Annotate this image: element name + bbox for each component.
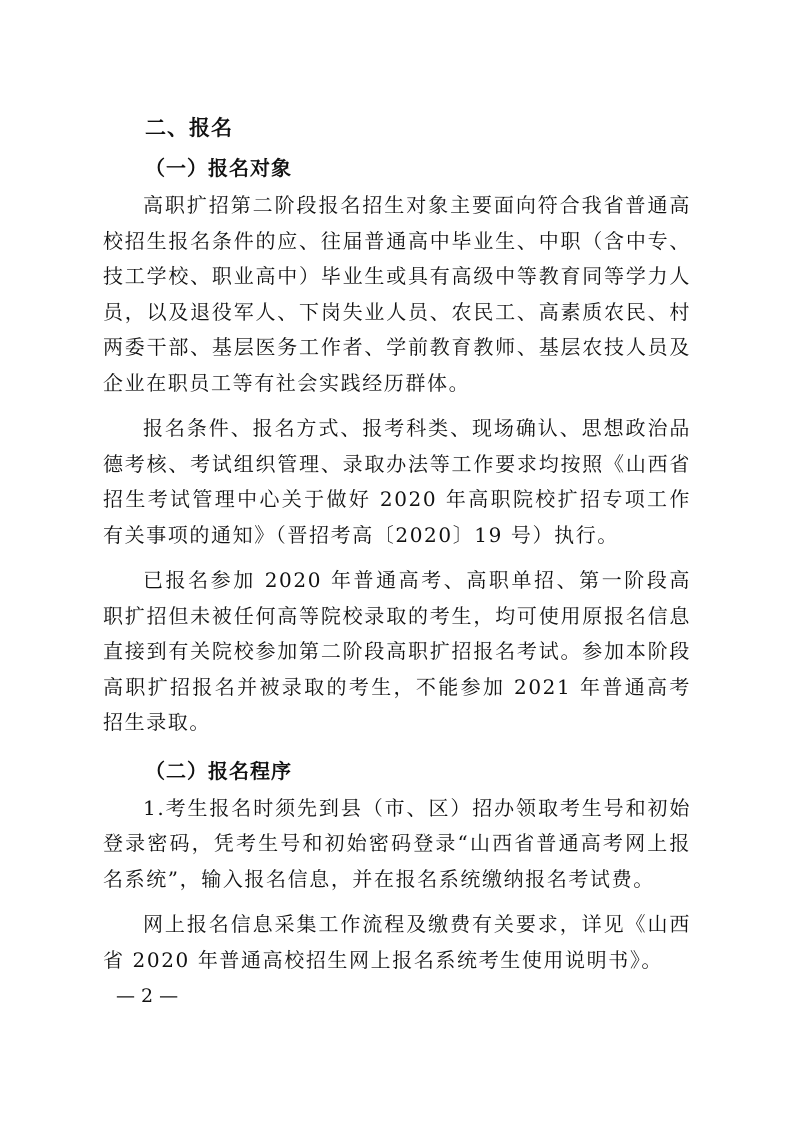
- paragraph-online-info: 网上报名信息采集工作流程及缴费有关要求，详见《山西省 2020 年普通高校招生网上报名系统考生使用说明书》。: [103, 912, 691, 972]
- subsection-heading-procedure: （二）报名程序: [145, 758, 292, 783]
- paragraph-requirements: 报名条件、报名方式、报考科类、现场确认、思想政治品德考核、考试组织管理、录取办法等工作要求均按照《山西省招生考试管理中心关于做好 2020 年高职院校扩招专项工作有关事项的通知》（晋招考高〔2020〕19 号）执行。: [103, 416, 691, 547]
- paragraph-procedure-step-1: 1.考生报名时须先到县（市、区）招办领取考生号和初始登录密码，凭考生号和初始密码登录“山西省普通高考网上报名系统”，输入报名信息，并在报名系统缴纳报名考试费。: [103, 795, 691, 891]
- document-body: [103, 108, 691, 978]
- page-number: — 2 —: [116, 985, 179, 1007]
- paragraph-eligibility: 高职扩招第二阶段报名招生对象主要面向符合我省普通高校招生报名条件的应、往届普通高中毕业生、中职（含中专、技工学校、职业高中）毕业生或具有高级中等教育同等学力人员，以及退役军人、下岗失业人员、农民工、高素质农民、村两委干部、基层医务工作者、学前教育教师、基层农技人员及企业在职员工等有社会实践经历群体。: [103, 193, 691, 395]
- section-heading: 二、报名: [145, 115, 233, 140]
- paragraph-prior-applicants: 已报名参加 2020 年普通高考、高职单招、第一阶段高职扩招但未被任何高等院校录取的考生，均可使用原报名信息直接到有关院校参加第二阶段高职扩招报名考试。参加本阶段高职扩招报名并被录取的考生，不能参加 2021 年普通高考招生录取。: [103, 568, 691, 734]
- subsection-heading-eligibility: （一）报名对象: [145, 156, 292, 180]
